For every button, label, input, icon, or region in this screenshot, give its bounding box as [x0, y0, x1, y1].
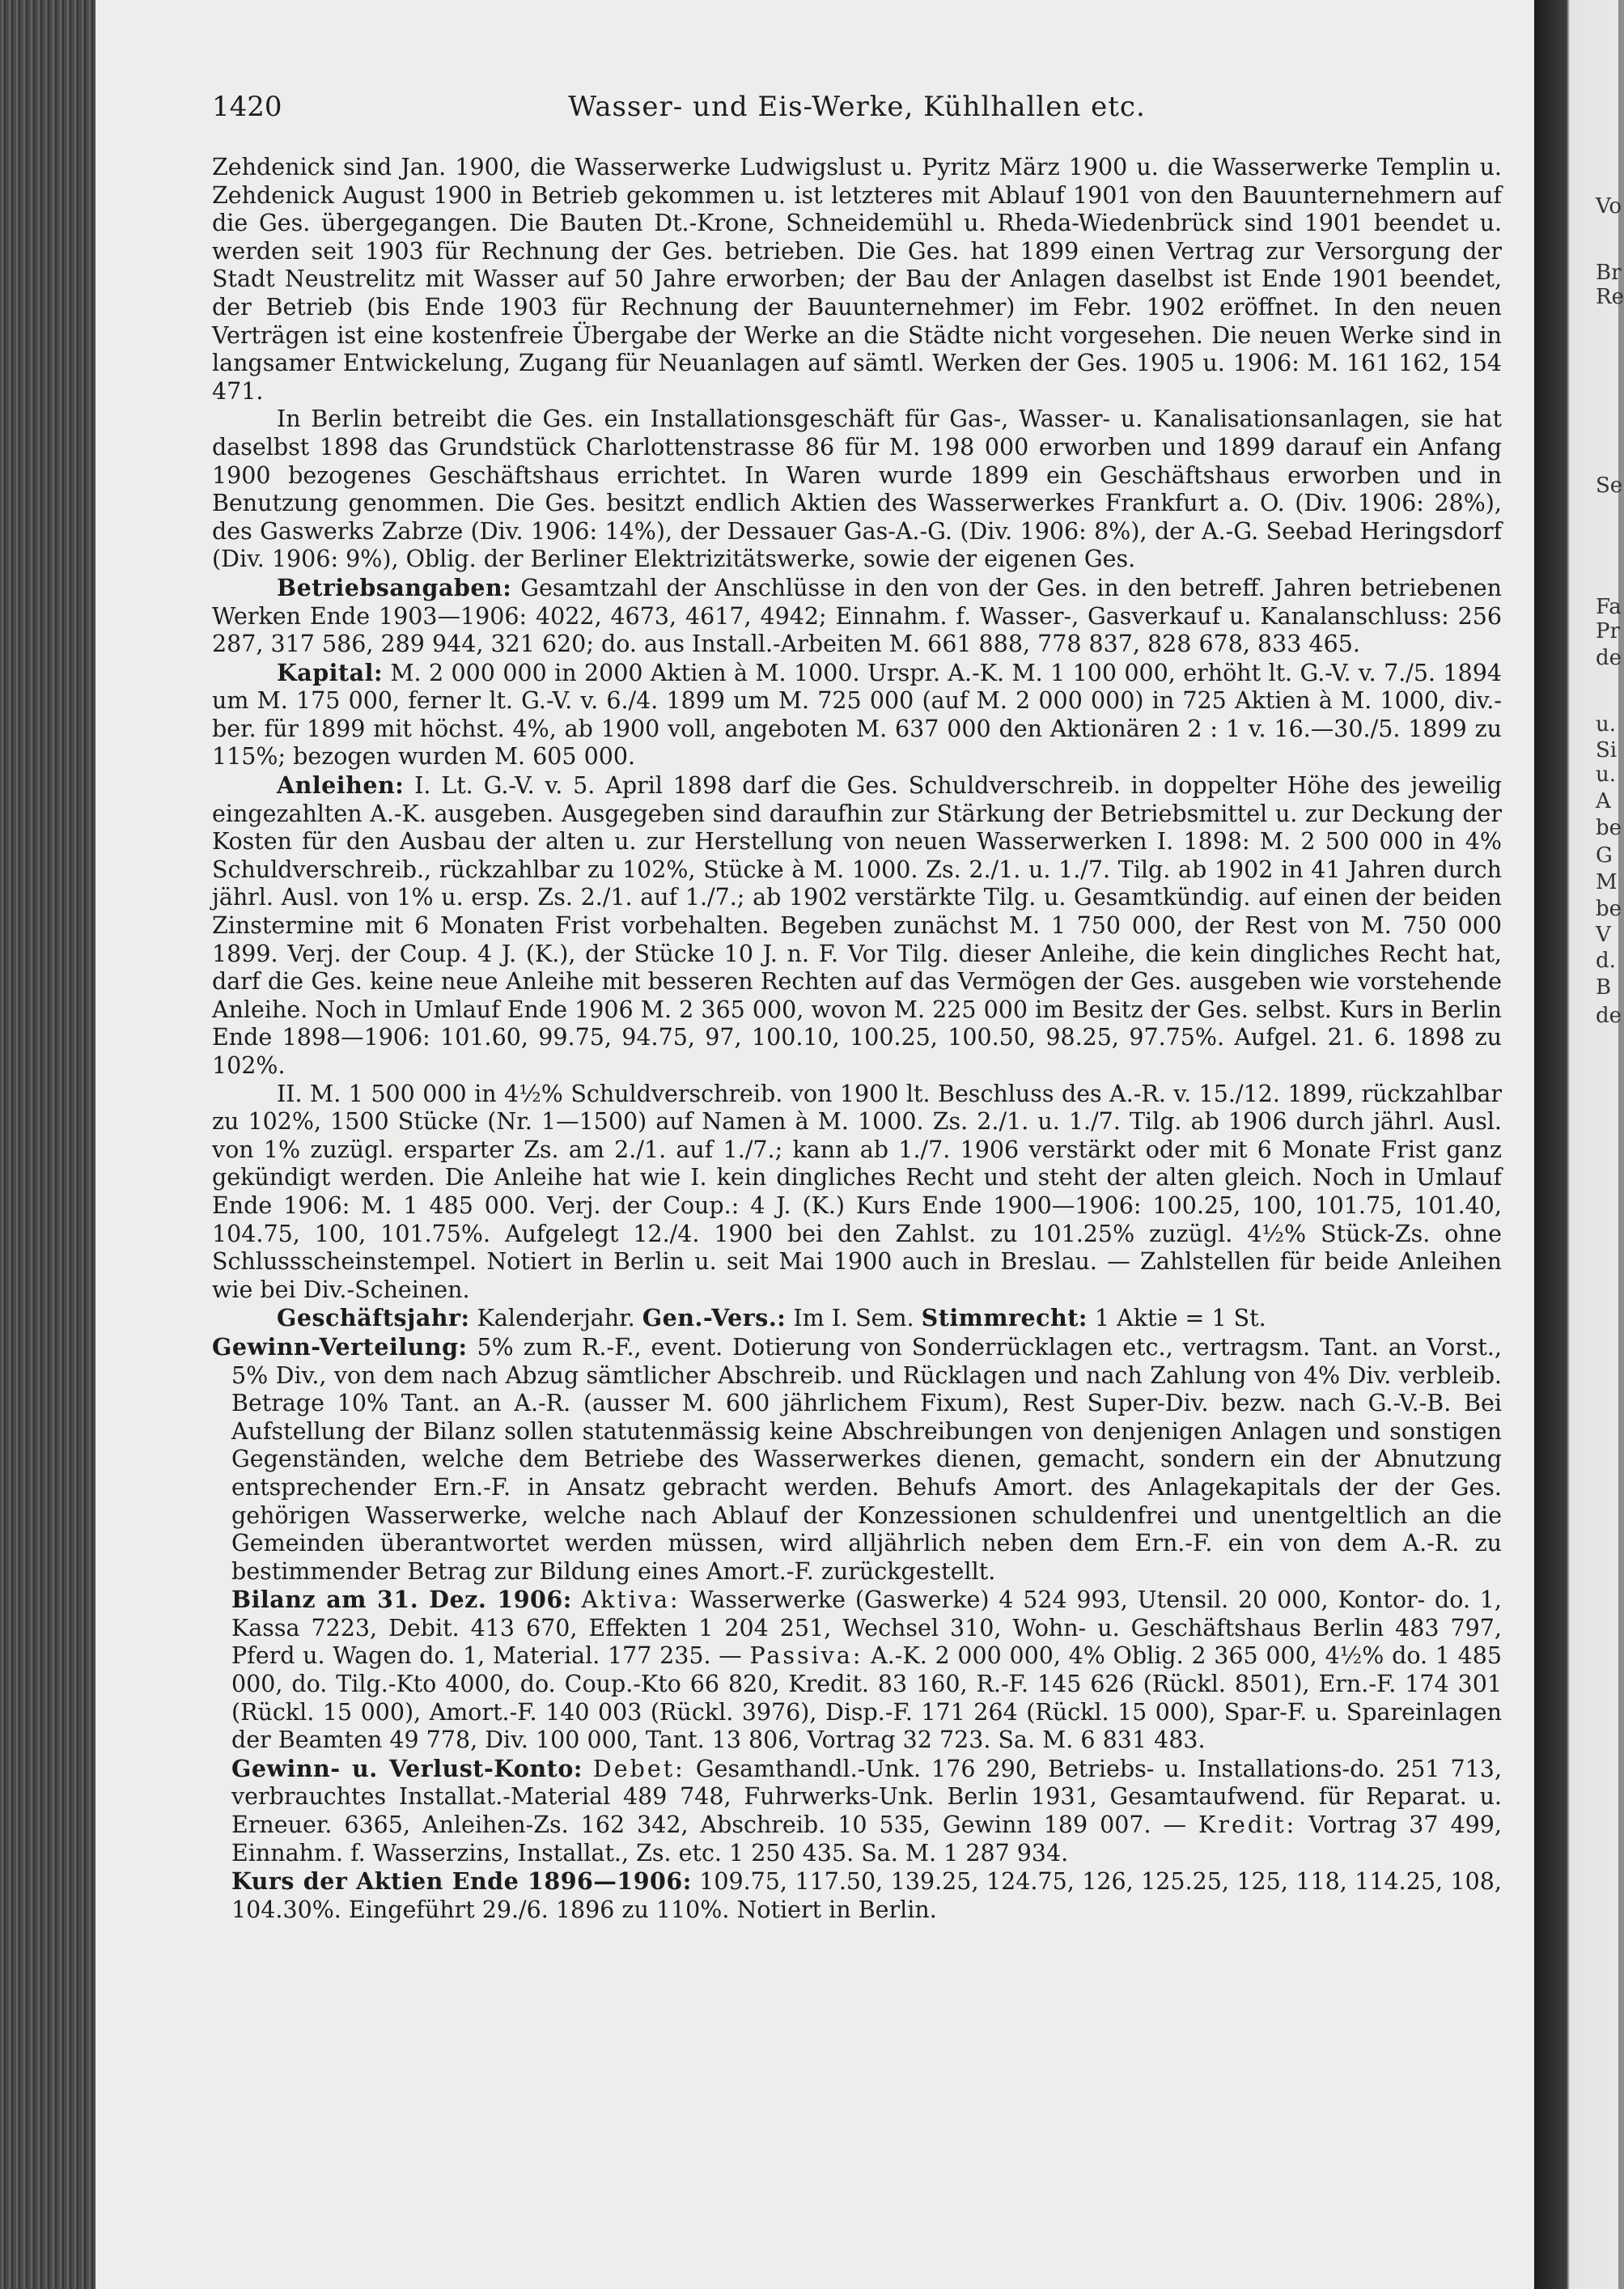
body-text — [212, 154, 1502, 1924]
section-heading: Betriebsangaben: — [277, 573, 512, 601]
adjacent-page-edge — [1534, 0, 1624, 2289]
paragraph-text: In Berlin betreibt die Ges. ein Installationsgeschäft für Gas-, Wasser- u. Kanalisationsanlagen, sie hat daselbst 1898 das Grundstück Charlottenstrasse 86 für M. 198 000 erworben und 1899 darauf ein Anfang 1900 bezogenes Geschäftshaus errichtet. In Waren wurde 1899 ein Geschäftshaus erworben und in Benutzung genommen. Die Ges. besitzt endlich Aktien des Wasserwerkes Frankfurt a. O. (Div. 1906: 28%), des Gaswerks Zabrze (Div. 1906: 14%), der Dessauer Gas-A.-G. (Div. 1906: 8%), der A.-G. Seebad Heringsdorf (Div. 1906: 9%), Oblig. der Berliner Elektrizitätswerke, sowie der eigenen Ges. — [212, 406, 1502, 573]
adjacent-page-fragment: de — [1596, 646, 1622, 670]
adjacent-page-fragment: B — [1596, 975, 1612, 1000]
section-heading: Stimmrecht: — [921, 1304, 1088, 1332]
paragraph-text: II. M. 1 500 000 in 4½% Schuldverschreib. von 1900 lt. Beschluss des A.-R. v. 15./12. 1899, rückzahlbar zu 102%, 1500 Stücke (Nr. 1—1500) auf Namen à M. 1000. Zs. 2./1. u. 1./7. Tilg. ab 1906 durch jährl. Ausl. von 1% zuzügl. ersparter Zs. am 2./1. auf 1./7.; kann ab 1./7. 1906 verstärkt oder mit 6 Monate Frist ganz gekündigt werden. Die Anleihe hat wie I. kein dingliches Recht und steht der alten gleich. Noch in Umlauf Ende 1906: M. 1 485 000. Verj. der Coup.: 4 J. (K.) Kurs Ende 1900—1906: 100.25, 100, 101.75, 101.40, 104.75, 100, 101.75%. Aufgelegt 12./4. 1900 bei den Zahlst. zu 101.25% zuzügl. 4½% Stück-Zs. ohne Schlussscheinstempel. Notiert in Berlin u. seit Mai 1900 auch in Breslau. — Zahlstellen für beide Anleihen wie bei Div.-Scheinen. — [212, 1080, 1502, 1303]
account-side-label: Debet: — [592, 1755, 685, 1782]
paragraph-p4 — [212, 659, 1502, 771]
adjacent-page-fragment: be — [1596, 816, 1622, 840]
paragraph-text: 1 Aktie = 1 St. — [1087, 1305, 1266, 1332]
adjacent-page-fragment: d. — [1596, 949, 1616, 973]
account-side-label: Aktiva: — [581, 1586, 681, 1614]
section-heading: Kapital: — [277, 658, 383, 686]
paragraph-p7 — [212, 1304, 1502, 1333]
paragraph-p11 — [212, 1867, 1502, 1924]
adjacent-page-fragment: A — [1596, 789, 1611, 813]
account-side-label: Passiva: — [749, 1642, 863, 1670]
paragraph-text: Gesamtzahl der Anschlüsse in den von der Ges. in den betreff. Jahren betriebenen Werken Ende 1903—1906: 4022, 4673, 4617, 4942; Einnahm. f. Wasser-, Gasverkauf u. Kanalanschluss: 256 287, 317 586, 289 944, 321 620; do. aus Install.-Arbeiten M. 661 888, 778 837, 828 678, 833 465. — [212, 574, 1502, 658]
paragraph-text: Im I. Sem. — [786, 1305, 922, 1332]
adjacent-page-fragment: u. — [1596, 712, 1617, 737]
page-number: 1420 — [212, 91, 282, 123]
adjacent-page-fragment: Pr — [1596, 619, 1620, 643]
adjacent-page-fragment: Vo — [1596, 194, 1622, 219]
paragraph-text: Vortrag 37 499, Einnahm. f. Wasserzins, Installat., Zs. etc. 1 250 435. Sa. M. 1 287 934. — [231, 1811, 1502, 1866]
book-spine — [0, 0, 95, 2289]
paragraph-text: Zehdenick sind Jan. 1900, die Wasserwerke Ludwigslust u. Pyritz März 1900 u. die Wasserwerke Templin u. Zehdenick August 1900 in Betrieb gekommen u. ist letzteres mit Ablauf 1901 von den Bauunternehmern auf die Ges. übergegangen. Die Bauten Dt.-Krone, Schneidemühl u. Rheda-Wiedenbrück sind 1901 beendet u. werden seit 1903 für Rechnung der Ges. betrieben. Die Ges. hat 1899 einen Vertrag zur Versorgung der Stadt Neustrelitz mit Wasser auf 50 Jahre erworben; der Bau der Anlagen daselbst ist Ende 1901 beendet, der Betrieb (bis Ende 1903 für Rechnung der Bauunternehmer) im Febr. 1902 eröffnet. In den neuen Verträgen ist eine kostenfreie Übergabe der Werke an die Städte nicht vorgesehen. Die neuen Werke sind in langsamer Entwickelung, Zugang für Neuanlagen auf sämtl. Werken der Ges. 1905 u. 1906: M. 161 162, 154 471. — [212, 154, 1502, 405]
paragraph-text: Kalenderjahr. — [469, 1305, 642, 1332]
paragraph-p1 — [212, 154, 1502, 406]
adjacent-page-fragment: Si — [1596, 738, 1618, 762]
adjacent-page-fragment: V — [1596, 923, 1611, 947]
paragraph-p2 — [212, 406, 1502, 574]
paragraph-text: Wasserwerke (Gaswerke) 4 524 993, Utensil. 20 000, Kontor- do. 1, Kassa 7223, Debit. 413 670, Effekten 1 204 251, Wechsel 310, Wohn- u. Geschäftshaus Berlin 483 797, Pferd u. Wagen do. 1, Material. 177 235. — — [231, 1586, 1502, 1670]
paragraph-p6 — [212, 1081, 1502, 1305]
paragraph-text: A.-K. 2 000 000, 4% Oblig. 2 365 000, 4½% do. 1 485 000, do. Tilg.-Kto 4000, do. Coup.-Kto 66 820, Kredit. 83 160, R.-F. 145 626 (Rückl. 8501), Ern.-F. 174 301 (Rückl. 15 000), Amort.-F. 140 003 (Rückl. 3976), Disp.-F. 171 264 (Rückl. 15 000), Spar-F. u. Spareinlagen der Beamten 49 778, Div. 100 000, Tant. 13 806, Vortrag 32 723. Sa. M. 6 831 483. — [231, 1642, 1502, 1754]
paragraph-p8 — [212, 1333, 1502, 1586]
page-header — [212, 91, 1502, 128]
paragraph-text: 109.75, 117.50, 139.25, 124.75, 126, 125.25, 125, 118, 114.25, 108, 104.30%. Eingeführt 29./6. 1896 zu 110%. Notiert in Berlin. — [231, 1868, 1502, 1923]
section-heading: Geschäftsjahr: — [277, 1304, 470, 1332]
adjacent-page-fragment: be — [1596, 897, 1622, 921]
adjacent-page-fragment: G — [1596, 843, 1613, 868]
adjacent-page-fragment: de — [1596, 1004, 1622, 1028]
running-title: Wasser- und Eis-Werke, Kühlhallen etc. — [568, 91, 1146, 123]
section-heading: Gewinn- u. Verlust-Konto: — [231, 1754, 583, 1782]
section-heading: Gewinn-Verteilung: — [212, 1332, 468, 1361]
adjacent-page-fragment: Re — [1596, 285, 1624, 309]
paragraph-text — [583, 1756, 593, 1782]
adjacent-page-fragment: u. — [1596, 762, 1617, 787]
paragraph-text: M. 2 000 000 in 2000 Aktien à M. 1000. Urspr. A.-K. M. 1 100 000, erhöht lt. G.-V. v. 7./5. 1894 um M. 175 000, ferner lt. G.-V. v. 6./4. 1899 um M. 725 000 (auf M. 2 000 000) in 725 Aktien à M. 1000, div.-ber. für 1899 mit höchst. 4%, ab 1900 voll, angeboten M. 637 000 den Aktionären 2 : 1 v. 16.—30./5. 1899 zu 115%; bezogen wurden M. 605 000. — [212, 659, 1502, 771]
paragraph-p9 — [212, 1586, 1502, 1755]
paragraph-p10 — [212, 1755, 1502, 1867]
section-heading: Bilanz am 31. Dez. 1906: — [231, 1586, 572, 1614]
paragraph-p3 — [212, 574, 1502, 659]
adjacent-page-fragment: Fa — [1596, 595, 1622, 619]
section-heading: Anleihen: — [277, 771, 405, 800]
adjacent-page-fragment: Se — [1596, 474, 1623, 498]
paragraph-text: I. Lt. G.-V. v. 5. April 1898 darf die Ges. Schuldverschreib. in doppelter Höhe des jeweilig eingezahlten A.-K. ausgeben. Ausgegeben sind daraufhin zur Stärkung der Betriebsmittel u. zur Deckung der Kosten für den Ausbau der alten u. zur Herstellung von neuen Wasserwerken I. 1898: M. 2 500 000 in 4% Schuldverschreib., rückzahlbar zu 102%, Stücke à M. 1000. Zs. 2./1. u. 1./7. Tilg. ab 1902 in 41 Jahren durch jährl. Ausl. von 1% u. ersp. Zs. 2./1. auf 1./7.; ab 1902 verstärkte Tilg. u. Gesamtkündig. auf einen der beiden Zinstermine mit 6 Monaten Frist vorbehalten. Begeben zunächst M. 1 750 000, der Rest von M. 750 000 1899. Verj. der Coup. 4 J. (K.), der Stücke 10 J. n. F. Vor Tilg. dieser Anleihe, die kein dingliches Recht hat, darf die Ges. keine neue Anleihe mit besseren Rechten auf das Vermögen der Ges. ausgeben wie vorstehende Anleihe. Noch in Umlauf Ende 1906 M. 2 365 000, wovon M. 225 000 im Besitz der Ges. selbst. Kurs in Berlin Ende 1898—1906: 101.60, 99.75, 94.75, 97, 100.10, 100.25, 100.50, 98.25, 97.75%. Aufgel. 21. 6. 1898 zu 102%. — [212, 772, 1502, 1079]
adjacent-page-fragment: Br — [1596, 261, 1622, 285]
paragraph-p5 — [212, 771, 1502, 1081]
paragraph-text — [572, 1586, 582, 1613]
paragraph-text: 5% zum R.-F., event. Dotierung von Sonderrücklagen etc., vertragsm. Tant. an Vorst., 5% Div., von dem nach Abzug sämtlicher Abschreib. und Rücklagen und nach Zahlung von 4% Div. verbleib. Betrage 10% Tant. an A.-R. (ausser M. 600 jährlichem Fixum), Rest Super-Div. bezw. nach G.-V.-B. Bei Aufstellung der Bilanz sollen statutenmässig keine Abschreibungen von denjenigen Anlagen und sonstigen Gegenständen, welche dem Betriebe des Wasserwerkes dienen, gemacht, sondern ein der Abnutzung entsprechender Ern.-F. in Ansatz gebracht werden. Behufs Amort. des Anlagekapitals der der Ges. gehörigen Wasserwerke, welche nach Ablauf der Konzessionen schuldenfrei und unentgeltlich an die Gemeinden überantwortet werden müssen, wird alljährlich neben dem Ern.-F. ein von dem A.-R. zu bestimmender Betrag zur Bildung eines Amort.-F. zurückgestellt. — [231, 1333, 1502, 1585]
account-side-label: Kredit: — [1198, 1811, 1297, 1839]
paragraph-text: Gesamthandl.-Unk. 176 290, Betriebs- u. Installations-do. 251 713, verbrauchtes Installat.-Material 489 748, Fuhrwerks-Unk. Berlin 1931, Gesamtaufwend. für Reparat. u. Erneuer. 6365, Anleihen-Zs. 162 342, Abschreib. 10 535, Gewinn 189 007. — — [231, 1755, 1502, 1839]
section-heading: Gen.-Vers.: — [642, 1304, 787, 1332]
adjacent-page-fragment: M — [1596, 870, 1618, 894]
section-heading: Kurs der Aktien Ende 1896—1906: — [231, 1867, 692, 1896]
